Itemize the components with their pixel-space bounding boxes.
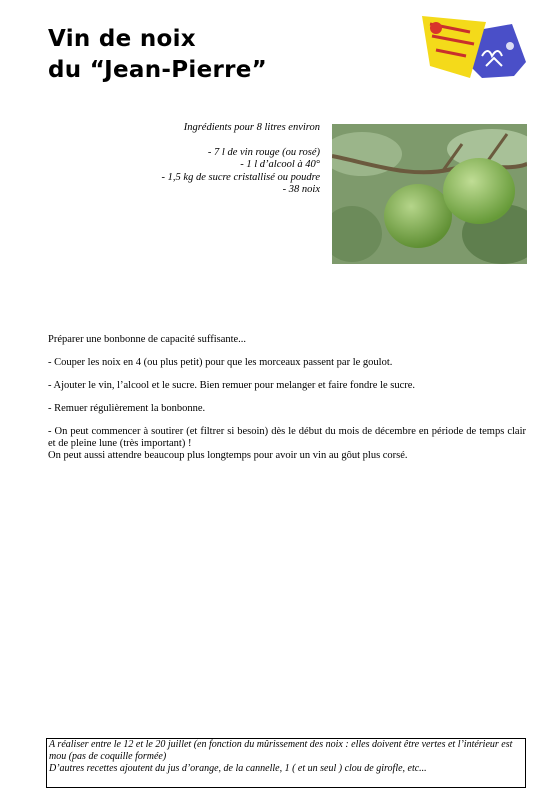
ingredient-item: - 1 l d’alcool à 40° [240, 159, 320, 170]
ingredients-intro: Ingrédients pour 8 litres environ [183, 122, 320, 133]
instruction-paragraph: On peut aussi attendre beaucoup plus longtemps pour avoir un vin au gôut plus corsé. [48, 450, 408, 461]
recipe-title-line-1: Vin de noix [48, 26, 196, 52]
recipe-title [48, 24, 267, 86]
coat-of-arms-logo [422, 16, 530, 84]
ingredient-item: - 1,5 kg de sucre cristallisé ou poudre [161, 171, 320, 183]
footnote-box [46, 738, 526, 788]
ingredients-block [120, 122, 320, 197]
recipe-title-line-2: du “Jean-Pierre” [48, 57, 268, 83]
footnote-line: D’autres recettes ajoutent du jus d’orange, de la cannelle, 1 ( et un seul ) clou de girofle, etc... [49, 763, 427, 774]
footnote-line: A réaliser entre le 12 et le 20 juillet (en fonction du mûrissement des noix : elles doivent être vertes et l’intérieur est mou (pas de coquille formée) [49, 739, 513, 762]
instruction-paragraph: - On peut commencer à soutirer (et filtrer si besoin) dès le début du mois de décembre en période de temps clair et de pleine lune (très important) ! [48, 426, 526, 449]
instruction-paragraph: - Remuer régulièrement la bonbonne. [48, 403, 206, 414]
ingredient-item: - 7 l de vin rouge (ou rosé) [207, 146, 320, 158]
instruction-paragraph: - Couper les noix en 4 (ou plus petit) pour que les morceaux passent par le goulot. [48, 357, 393, 368]
instruction-paragraph: - Ajouter le vin, l’alcool et le sucre. Bien remuer pour melanger et faire fondre le sucre. [48, 380, 416, 391]
ingredient-item: - 38 noix [282, 184, 320, 195]
ingredients-list [120, 147, 320, 197]
instruction-paragraph: Préparer une bonbonne de capacité suffisante... [48, 334, 247, 345]
instructions [48, 334, 526, 473]
green-walnuts-photo [332, 124, 527, 264]
